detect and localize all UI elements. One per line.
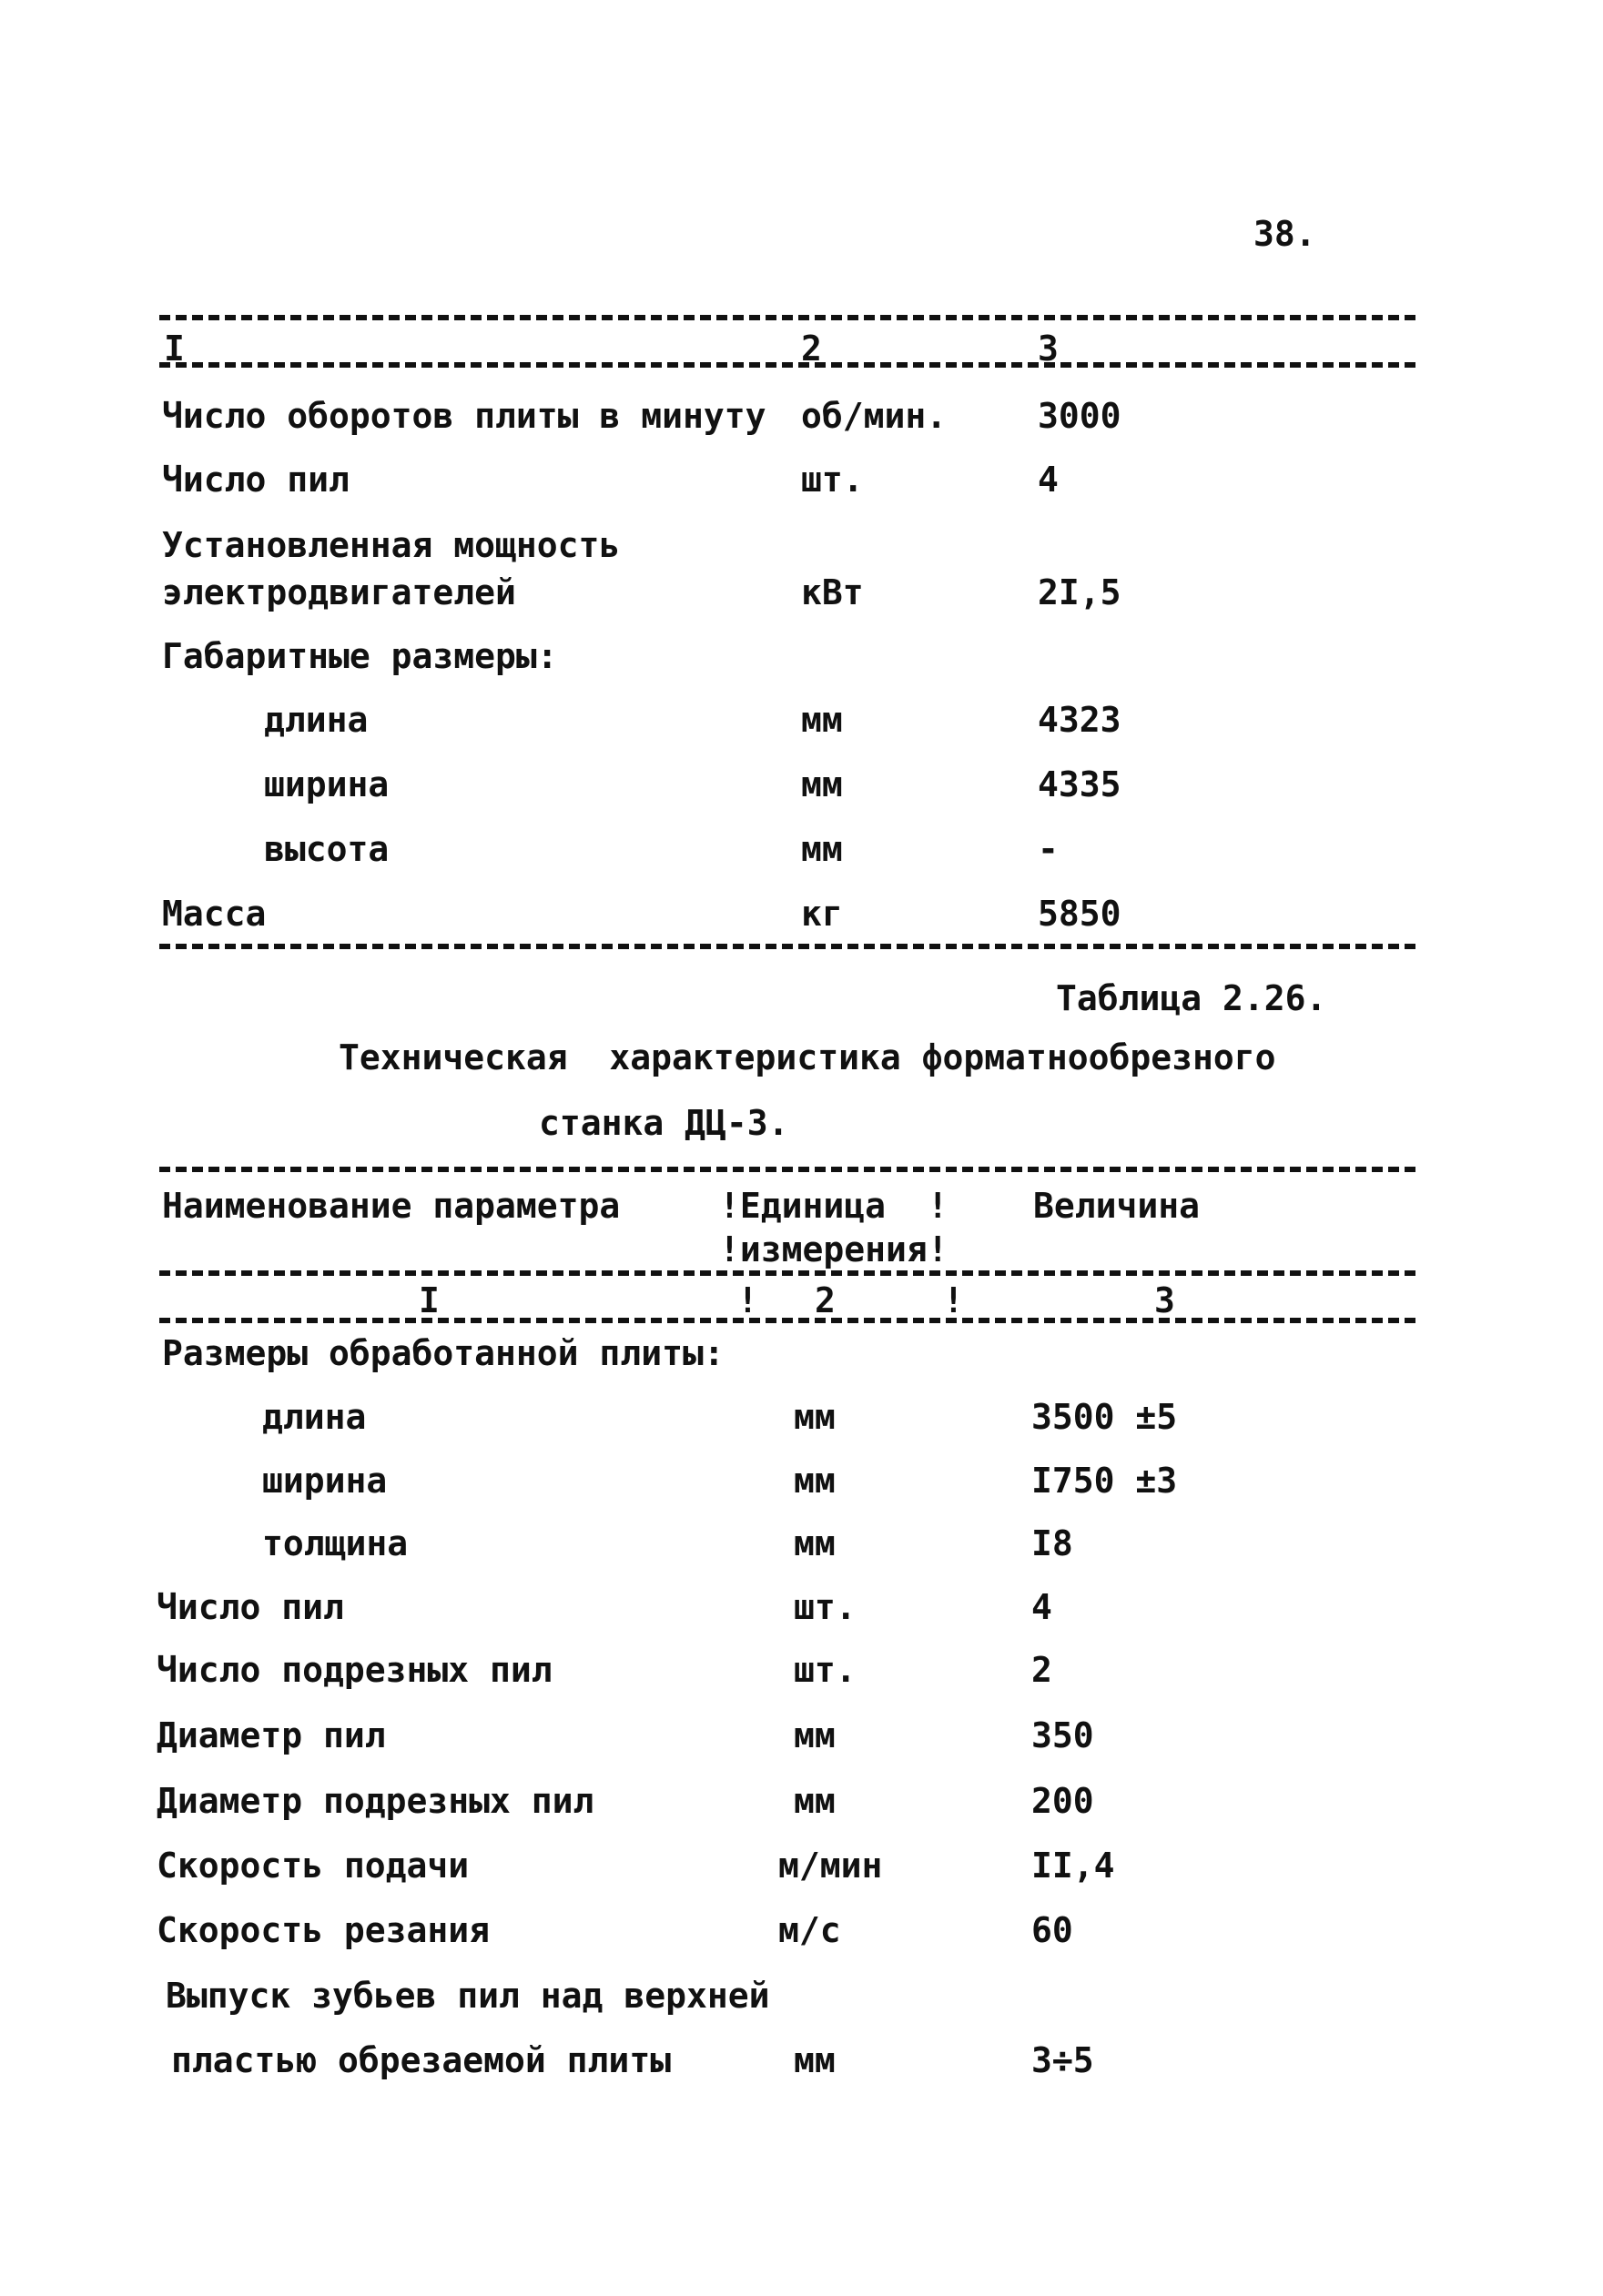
table2-row-name: пластью обрезаемой плиты	[171, 2040, 672, 2080]
table1-row-name: ширина	[264, 764, 390, 804]
table2-col-separator: !	[737, 1280, 758, 1320]
table2-header-rule	[159, 1270, 1415, 1276]
table1-row-value: 3000	[1038, 396, 1121, 436]
table1-row-unit: шт.	[801, 460, 864, 500]
table1-col-number-3: 3	[1038, 329, 1059, 369]
table2-row-unit: шт.	[794, 1587, 857, 1627]
table2-row-value: 3÷5	[1031, 2040, 1094, 2080]
table1-row-name: длина	[264, 700, 369, 740]
table1-row-value: 2I,5	[1038, 572, 1121, 612]
table2-header-param: Наименование параметра	[162, 1186, 621, 1226]
table2-row-unit: мм	[794, 1461, 836, 1501]
table1-row-unit: кг	[801, 894, 843, 934]
table2-top-rule	[159, 1167, 1415, 1172]
table2-row-unit: мм	[794, 1715, 836, 1755]
table2-row-name: Диаметр пил	[157, 1715, 386, 1755]
table2-col-number-1: I	[419, 1280, 440, 1320]
table2-row-name: Скорость подачи	[157, 1846, 470, 1886]
table2-col-number-2: 2	[815, 1280, 836, 1320]
table1-row-unit: мм	[801, 764, 843, 804]
table2-row-unit: м/с	[778, 1910, 841, 1950]
table2-row-name: Число пил	[157, 1587, 344, 1627]
table1-bottom-rule	[159, 944, 1415, 949]
table1-row-name: Число пил	[162, 460, 350, 500]
table1-col-number-1: I	[164, 329, 185, 369]
table2-row-name: Число подрезных пил	[157, 1650, 553, 1690]
table2-row-name: длина	[262, 1397, 367, 1437]
table2-number-rule	[159, 1318, 1415, 1323]
table2-row-value: I8	[1031, 1523, 1073, 1563]
page-number: 38.	[1253, 214, 1316, 254]
table2-row-name: Выпуск зубьев пил над верхней	[166, 1976, 770, 2016]
table2-row-name: Диаметр подрезных пил	[157, 1781, 594, 1821]
table2-col-separator: !	[943, 1280, 964, 1320]
table-label: Таблица 2.26.	[1056, 978, 1327, 1018]
table2-row-value: 3500 ±5	[1031, 1397, 1178, 1437]
table2-col-number-3: 3	[1154, 1280, 1175, 1320]
table2-row-value: 2	[1031, 1650, 1052, 1690]
table1-row-name: Установленная мощность	[162, 525, 621, 565]
table2-row-value: II,4	[1031, 1846, 1115, 1886]
table1-row-unit: об/мин.	[801, 396, 948, 436]
table1-row-name: Число оборотов плиты в минуту	[162, 396, 766, 436]
table1-row-value: -	[1038, 829, 1059, 869]
table1-row-unit: мм	[801, 700, 843, 740]
table1-row-name: Габаритные размеры:	[162, 636, 558, 676]
table2-row-unit: мм	[794, 2040, 836, 2080]
table-title-line1: Техническая характеристика форматнообрезного	[339, 1037, 1276, 1077]
table1-top-rule	[159, 315, 1415, 320]
table2-header-unit: !измерения!	[719, 1229, 949, 1269]
table2-row-unit: мм	[794, 1397, 836, 1437]
table2-row-unit: м/мин	[778, 1846, 883, 1886]
table1-row-name: электродвигателей	[162, 572, 516, 612]
table1-row-name: высота	[264, 829, 390, 869]
table2-row-value: 200	[1031, 1781, 1094, 1821]
table1-header-rule	[159, 362, 1415, 368]
table2-row-value: 350	[1031, 1715, 1094, 1755]
table2-row-name: Скорость резания	[157, 1910, 491, 1950]
table2-row-unit: шт.	[794, 1650, 857, 1690]
table2-row-value: 60	[1031, 1910, 1073, 1950]
table2-row-name: толщина	[262, 1523, 409, 1563]
table1-row-value: 4323	[1038, 700, 1121, 740]
table-title-line2: станка ДЦ-3.	[539, 1103, 789, 1143]
table1-row-unit: мм	[801, 829, 843, 869]
table2-row-unit: мм	[794, 1781, 836, 1821]
table1-row-name: Масса	[162, 894, 267, 934]
table2-row-value: I750 ±3	[1031, 1461, 1178, 1501]
table2-row-value: 4	[1031, 1587, 1052, 1627]
table1-row-value: 5850	[1038, 894, 1121, 934]
table1-row-unit: кВт	[801, 572, 864, 612]
table2-header-value: Величина	[1033, 1186, 1201, 1226]
table1-row-value: 4	[1038, 460, 1059, 500]
table1-row-value: 4335	[1038, 764, 1121, 804]
table2-row-name: ширина	[262, 1461, 388, 1501]
table2-row-unit: мм	[794, 1523, 836, 1563]
table2-row-name: Размеры обработанной плиты:	[162, 1333, 725, 1373]
table1-col-number-2: 2	[801, 329, 822, 369]
table2-header-unit: !Единица !	[719, 1186, 949, 1226]
